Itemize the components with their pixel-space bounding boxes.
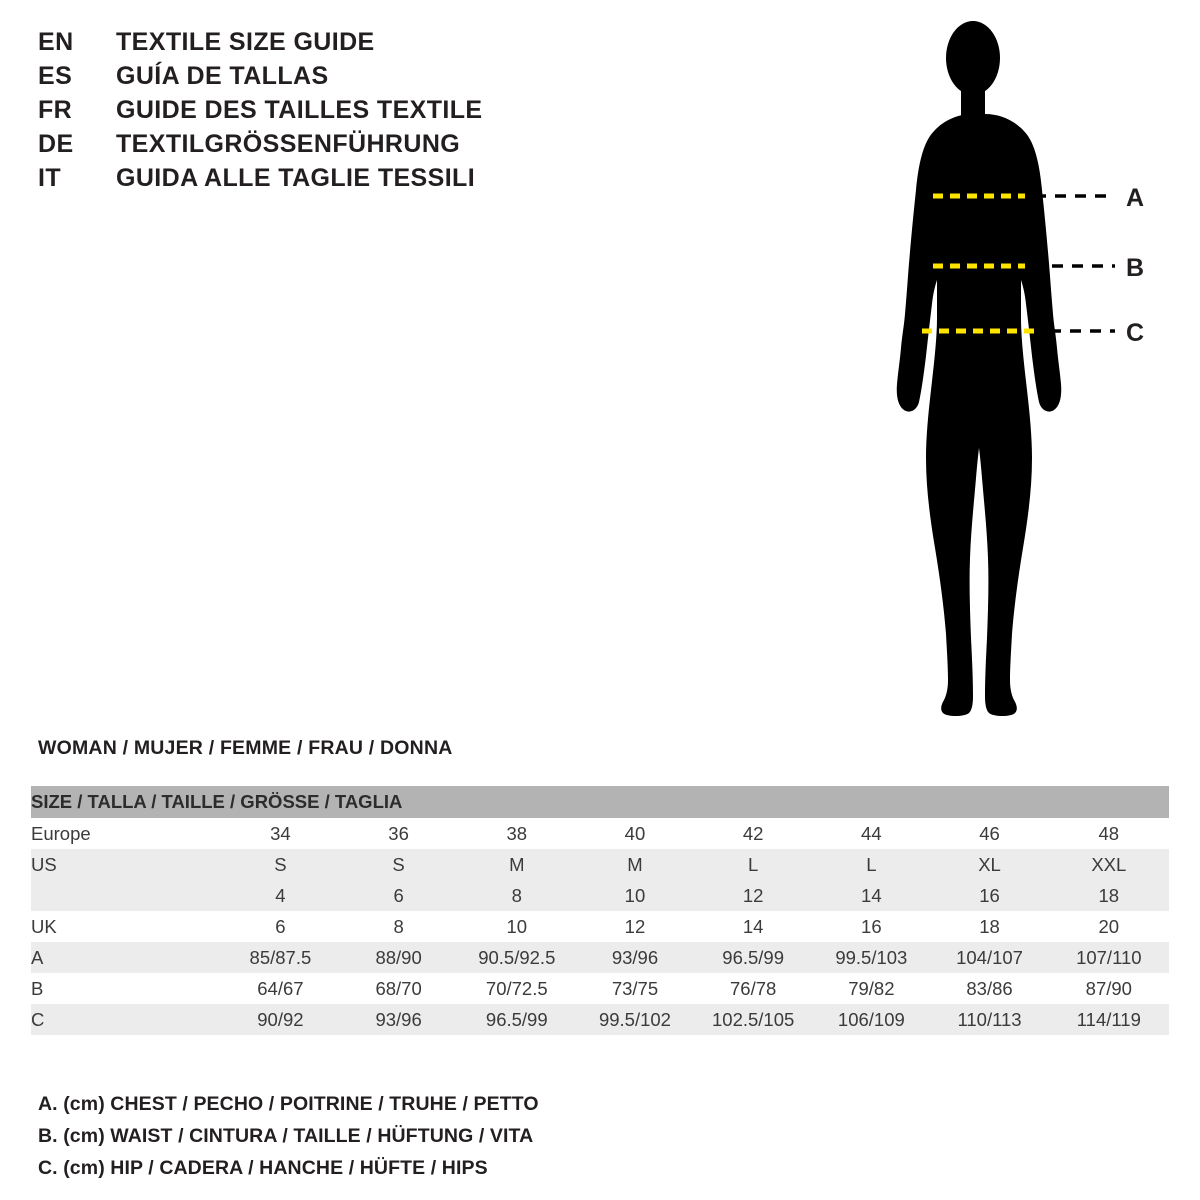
table-cell: 38 [458,818,576,849]
row-label: US [31,849,221,880]
table-row [31,849,1169,880]
table-row [31,942,1169,973]
table-cell: 87/90 [1049,973,1169,1004]
table-cell: 114/119 [1049,1004,1169,1035]
body-measurement-figure [860,18,1190,738]
table-cell: L [694,849,812,880]
row-label: UK [31,911,221,942]
table-cell: XXL [1049,849,1169,880]
table-header-label: SIZE / TALLA / TAILLE / GRÖSSE / TAGLIA [31,786,1169,818]
footnote-hip: C. (cm) HIP / CADERA / HANCHE / HÜFTE / HIPS [38,1157,488,1179]
table-cell: 14 [812,880,930,911]
table-cell: 46 [930,818,1048,849]
table-cell: 96.5/99 [458,1004,576,1035]
table-cell: 79/82 [812,973,930,1004]
title-row [38,96,558,130]
table-cell: 76/78 [694,973,812,1004]
language-code: FR [38,96,73,124]
row-label: B [31,973,221,1004]
table-cell: 18 [930,911,1048,942]
table-cell: 34 [221,818,339,849]
title-row [38,62,558,96]
table-cell: 4 [221,880,339,911]
table-row [31,973,1169,1004]
size-table-wrapper [31,786,1169,1035]
title-block [38,28,558,198]
table-cell: S [221,849,339,880]
table-row [31,818,1169,849]
footnote-chest: A. (cm) CHEST / PECHO / POITRINE / TRUHE / PETTO [38,1093,539,1115]
table-cell: 36 [340,818,458,849]
title-text: TEXTILE SIZE GUIDE [116,28,375,56]
table-cell: 10 [458,911,576,942]
table-cell: 110/113 [930,1004,1048,1035]
table-cell: 40 [576,818,694,849]
row-label: A [31,942,221,973]
table-cell: 42 [694,818,812,849]
table-cell: 8 [340,911,458,942]
table-cell: M [576,849,694,880]
table-cell: 99.5/102 [576,1004,694,1035]
size-table [31,786,1169,1035]
footnotes-block [38,1088,738,1184]
table-cell: 48 [1049,818,1169,849]
marker-label-b: B [1126,254,1145,282]
table-cell: 107/110 [1049,942,1169,973]
table-cell: 88/90 [340,942,458,973]
table-header-row [31,786,1169,818]
marker-label-a: A [1126,184,1145,212]
table-cell: XL [930,849,1048,880]
footnote-waist: B. (cm) WAIST / CINTURA / TAILLE / HÜFTUNG / VITA [38,1125,534,1147]
table-cell: 44 [812,818,930,849]
title-text: TEXTILGRÖSSENFÜHRUNG [116,130,461,158]
table-cell: 102.5/105 [694,1004,812,1035]
table-cell: 12 [694,880,812,911]
language-code: ES [38,62,73,90]
table-cell: 90/92 [221,1004,339,1035]
title-text: GUIDA ALLE TAGLIE TESSILI [116,164,476,192]
table-cell: 93/96 [576,942,694,973]
table-row [31,911,1169,942]
table-cell: 6 [340,880,458,911]
table-row [31,880,1169,911]
table-cell: 20 [1049,911,1169,942]
language-code: IT [38,164,62,192]
table-cell: 64/67 [221,973,339,1004]
female-silhouette-icon [897,21,1061,716]
table-cell: 106/109 [812,1004,930,1035]
table-cell: 12 [576,911,694,942]
title-row [38,28,558,62]
table-cell: 14 [694,911,812,942]
table-cell: 93/96 [340,1004,458,1035]
table-cell: 16 [930,880,1048,911]
table-cell: 73/75 [576,973,694,1004]
table-cell: 68/70 [340,973,458,1004]
title-text: GUIDE DES TAILLES TEXTILE [116,96,483,124]
language-code: EN [38,28,74,56]
table-cell: 83/86 [930,973,1048,1004]
table-cell: L [812,849,930,880]
row-label [31,880,221,911]
table-cell: 6 [221,911,339,942]
row-label: Europe [31,818,221,849]
language-code: DE [38,130,74,158]
table-cell: 8 [458,880,576,911]
title-row [38,164,558,198]
section-title: WOMAN / MUJER / FEMME / FRAU / DONNA [38,737,453,759]
table-cell: 85/87.5 [221,942,339,973]
table-cell: M [458,849,576,880]
table-row [31,1004,1169,1035]
table-cell: 70/72.5 [458,973,576,1004]
title-row [38,130,558,164]
table-cell: S [340,849,458,880]
table-cell: 10 [576,880,694,911]
row-label: C [31,1004,221,1035]
table-cell: 18 [1049,880,1169,911]
table-cell: 99.5/103 [812,942,930,973]
title-text: GUÍA DE TALLAS [116,62,329,90]
marker-label-c: C [1126,319,1145,347]
table-cell: 96.5/99 [694,942,812,973]
table-cell: 104/107 [930,942,1048,973]
table-cell: 90.5/92.5 [458,942,576,973]
table-cell: 16 [812,911,930,942]
